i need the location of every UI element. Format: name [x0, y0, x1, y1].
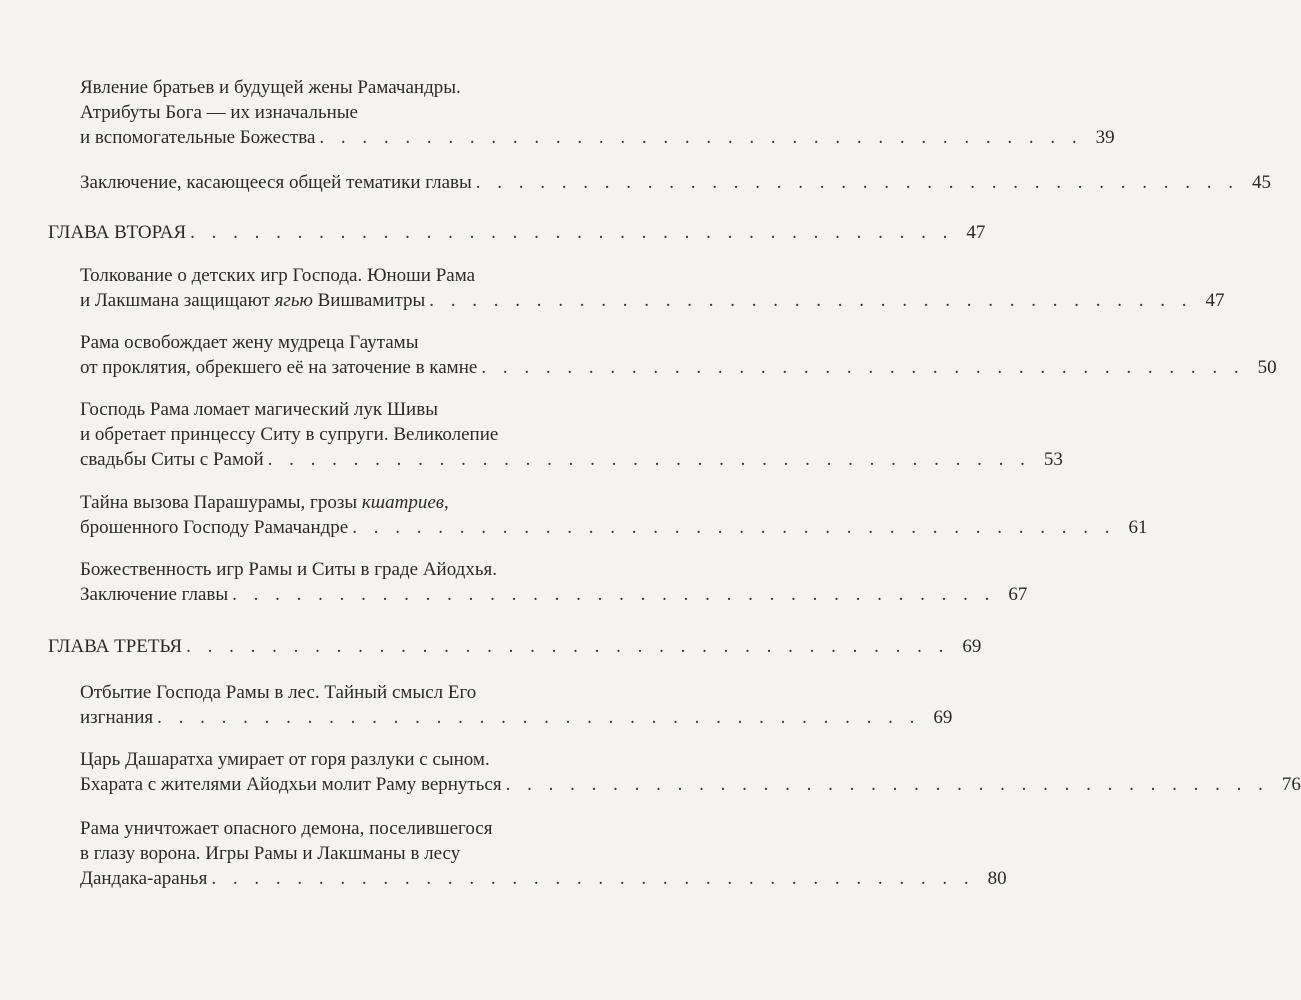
chapter-title: ГЛАВА ВТОРАЯ: [48, 222, 187, 243]
toc-page-number: 47: [966, 222, 986, 243]
toc-entry[interactable]: [80, 170, 1272, 195]
toc-entry[interactable]: [80, 557, 1028, 607]
dot-leader: . . . . . . . . . . . . . . . . . . . . . . . . . . . . . . . . . . . .: [190, 222, 954, 243]
toc-page-number: 69: [933, 707, 953, 728]
dot-leader: . . . . . . . . . . . . . . . . . . . . . . . . . . . . . . . . . . . .: [232, 584, 996, 605]
toc-entry[interactable]: [80, 490, 1148, 540]
toc-entry[interactable]: [80, 75, 1115, 150]
toc-page-number: 47: [1205, 290, 1225, 311]
toc-entry-line: Тайна вызова Парашурамы, грозы кшатриев,: [80, 492, 449, 513]
toc-entry[interactable]: [80, 680, 953, 730]
toc-entry-line: от проклятия, обрекшего её на заточение в камне: [80, 357, 478, 378]
toc-entry-line: Атрибуты Бога — их изначальные: [80, 102, 358, 123]
toc-entry-line: Господь Рама ломает магический лук Шивы: [80, 399, 438, 420]
toc-page-number: 80: [987, 868, 1007, 889]
toc-entry-line: Рама уничтожает опасного демона, поселившегося: [80, 818, 493, 839]
toc-entry-line: Заключение, касающееся общей тематики главы: [80, 172, 472, 193]
toc-entry-line: Явление братьев и будущей жены Рамачандры.: [80, 77, 461, 98]
dot-leader: . . . . . . . . . . . . . . . . . . . . . . . . . . . . . . . . . . . .: [475, 172, 1240, 193]
toc-entry-line: Божественность игр Рамы и Ситы в граде Айодхья.: [80, 559, 497, 580]
toc-entry[interactable]: [80, 263, 1225, 313]
toc-page-number: 76: [1281, 774, 1301, 795]
toc-entry-line: и Лакшмана защищают ягью Вишвамитры: [80, 290, 426, 311]
dot-leader: . . . . . . . . . . . . . . . . . . . . . . . . . . . . . . . . . . . .: [429, 290, 1193, 311]
toc-entry-line: и обретает принцессу Ситу в супруги. Великолепие: [80, 424, 499, 445]
toc-entry-line: изгнания: [80, 707, 154, 728]
dot-leader: . . . . . . . . . . . . . . . . . . . . . . . . . . . . . . . . . . . .: [319, 127, 1083, 148]
dot-leader: . . . . . . . . . . . . . . . . . . . . . . . . . . . . . . . . . . . .: [267, 449, 1031, 470]
toc-chapter[interactable]: [48, 220, 986, 245]
dot-leader: . . . . . . . . . . . . . . . . . . . . . . . . . . . . . . . . . . . .: [211, 868, 975, 889]
toc-entry-line: Толкование о детских игр Господа. Юноши Рама: [80, 265, 476, 286]
toc-entry-line: Рама освобождает жену мудреца Гаутамы: [80, 332, 419, 353]
toc-entry-line: Царь Дашаратха умирает от горя разлуки с сыном.: [80, 749, 490, 770]
dot-leader: . . . . . . . . . . . . . . . . . . . . . . . . . . . . . . . . . . . .: [157, 707, 921, 728]
toc-entry-line: Заключение главы: [80, 584, 229, 605]
toc-page-number: 69: [962, 636, 982, 657]
toc-entry[interactable]: [80, 747, 1301, 797]
chapter-title: ГЛАВА ТРЕТЬЯ: [48, 636, 183, 657]
toc-page-number: 39: [1095, 127, 1115, 148]
dot-leader: . . . . . . . . . . . . . . . . . . . . . . . . . . . . . . . . . . . .: [186, 636, 950, 657]
toc-entry-line: Отбытие Господа Рамы в лес. Тайный смысл Его: [80, 682, 477, 703]
toc-page-number: 50: [1257, 357, 1277, 378]
toc-chapter[interactable]: [48, 634, 982, 659]
toc-entry-line: Бхарата с жителями Айодхьи молит Раму вернуться: [80, 774, 502, 795]
toc-entry-line: свадьбы Ситы с Рамой: [80, 449, 264, 470]
toc-entry-line: брошенного Господу Рамачандре: [80, 517, 349, 538]
toc-page-number: 53: [1043, 449, 1063, 470]
toc-entry-line: и вспомогательные Божества: [80, 127, 316, 148]
dot-leader: . . . . . . . . . . . . . . . . . . . . . . . . . . . . . . . . . . . .: [352, 517, 1116, 538]
toc-page-number: 45: [1252, 172, 1272, 193]
dot-leader: . . . . . . . . . . . . . . . . . . . . . . . . . . . . . . . . . . . .: [481, 357, 1245, 378]
toc-entry-line: Дандака-аранья: [80, 868, 208, 889]
dot-leader: . . . . . . . . . . . . . . . . . . . . . . . . . . . . . . . . . . . .: [505, 774, 1269, 795]
toc-entry[interactable]: [80, 816, 1007, 891]
toc-page-number: 61: [1128, 517, 1148, 538]
toc-page-number: 67: [1008, 584, 1028, 605]
toc-entry-line: в глазу ворона. Игры Рамы и Лакшманы в лесу: [80, 843, 461, 864]
toc-entry[interactable]: [80, 330, 1277, 380]
toc-entry[interactable]: [80, 397, 1063, 472]
